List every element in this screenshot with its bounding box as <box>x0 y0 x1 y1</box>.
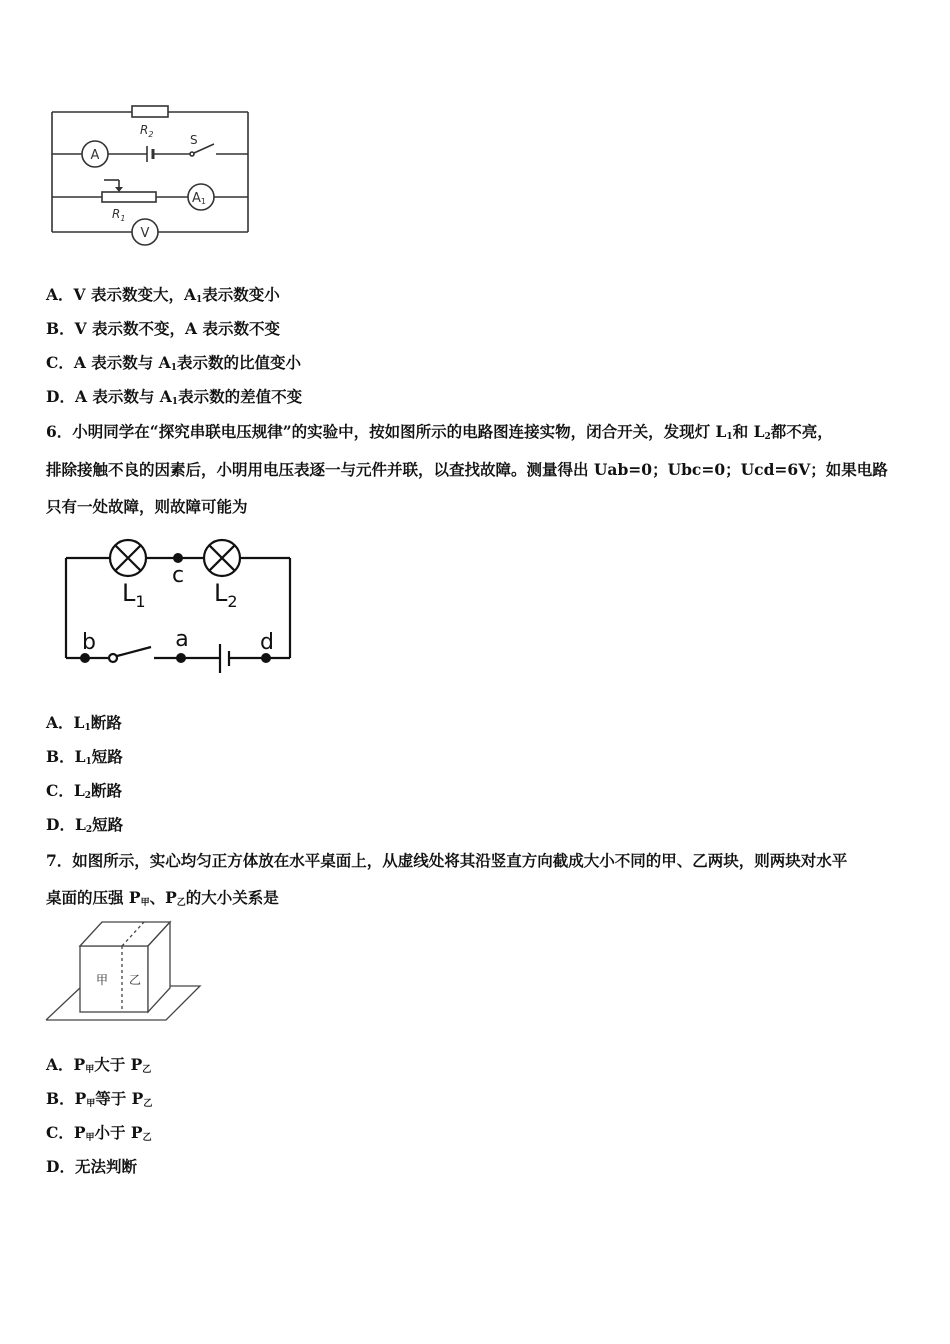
q6-option-d: D．$L_2$短路 <box>46 815 124 835</box>
q7-option-c: C．$P_甲$小于 $P_乙$ <box>46 1123 152 1143</box>
block-yi-label: 乙 <box>128 973 142 987</box>
q6-stem-line1: 6．小明同学在“探究串联电压规律”的实验中，按如图所示的电路图连接实物，闭合开关，发现灯 $L_1$和 $L_2$都不亮， <box>46 422 833 442</box>
q5-option-b: B．V 表示数不变，A 表示数不变 <box>46 319 280 338</box>
q7-option-d: D．无法判断 <box>46 1157 137 1176</box>
q7-option-b: B．$P_甲$等于 $P_乙$ <box>46 1089 153 1109</box>
node-d-label: d <box>260 630 274 655</box>
q5-option-a: A．V 表示数变大，$A_1$表示数变小 <box>46 285 280 305</box>
q6-option-a: A．$L_1$断路 <box>46 713 122 733</box>
ammeter-a-label: A <box>90 148 100 163</box>
q6-stem-line3: 只有一处故障，则故障可能为 <box>46 497 248 516</box>
node-b-label: b <box>82 630 96 655</box>
q7-option-a: A．$P_甲$大于 $P_乙$ <box>46 1055 152 1075</box>
q5-option-d: D．A 表示数与 $A_1$表示数的差值不变 <box>46 387 303 407</box>
q7-stem-line1: 7．如图所示，实心均匀正方体放在水平桌面上，从虚线处将其沿竖直方向截成大小不同的甲、乙两块，则两块对水平 <box>46 851 848 870</box>
node-a-label: a <box>175 627 189 652</box>
ammeter-a1-label: A1 <box>192 191 206 206</box>
q7-cube-figure <box>44 918 204 1028</box>
q6-option-b: B．$L_1$短路 <box>46 747 123 767</box>
lamp-l2-label: $L_2$ <box>214 579 238 611</box>
r1-label: $R_1$ <box>112 207 126 223</box>
switch-s-label: S <box>190 133 198 147</box>
q5-circuit-figure <box>44 100 256 250</box>
q7-stem-line2: 桌面的压强 $P_甲$、$P_乙$的大小关系是 <box>46 888 279 908</box>
q6-circuit-figure <box>58 532 298 682</box>
r2-label: $R_2$ <box>140 123 154 139</box>
lamp-l1-label: $L_1$ <box>122 579 146 611</box>
node-c-label: c <box>171 563 185 588</box>
q5-option-c: C．A 表示数与 $A_1$表示数的比值变小 <box>46 353 301 373</box>
voltmeter-v-label: V <box>140 226 150 241</box>
block-jia-label: 甲 <box>95 973 109 987</box>
q6-option-c: C．$L_2$断路 <box>46 781 123 801</box>
q6-stem-line2: 排除接触不良的因素后，小明用电压表逐一与元件并联，以查找故障。测量得出 Uab=0；Ubc=0；Ucd=6V；如果电路 <box>46 460 888 479</box>
